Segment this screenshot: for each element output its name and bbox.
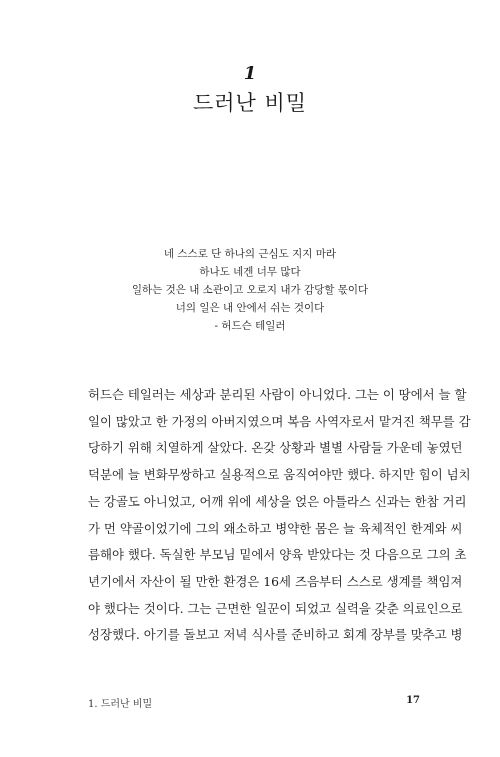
epigraph-line: 네 스스로 단 하나의 근심도 지지 마라 <box>163 248 337 260</box>
body-line: 성장했다. 아기를 돌보고 저녁 식사를 준비하고 회계 장부를 맞추고 병 <box>88 627 463 643</box>
running-title: 1. 드러난 비밀 <box>88 699 153 710</box>
body-text <box>88 382 471 649</box>
epigraph <box>0 245 500 335</box>
epigraph-line: 너의 일은 내 안에서 쉬는 것이다 <box>175 302 325 314</box>
body-line: 허드슨 테일러는 세상과 분리된 사람이 아니었다. 그는 이 땅에서 늘 할 <box>88 387 467 402</box>
epigraph-line: 일하는 것은 내 소관이고 오로지 내가 감당할 몫이다 <box>131 284 369 296</box>
body-line: 가 먼 약골이었기에 그의 왜소하고 병약한 몸은 늘 육체적인 한계와 씨 <box>88 520 463 536</box>
epigraph-line: 하나도 네겐 너무 많다 <box>199 266 301 278</box>
page-number: 17 <box>406 695 420 706</box>
chapter-title: 드러난 비밀 <box>192 91 308 115</box>
body-line: 당하기 위해 치열하게 살았다. 온갖 상황과 별별 사람들 가운데 놓였던 <box>88 440 463 456</box>
body-line: 야 했다는 것이다. 그는 근면한 일꾼이 되었고 실력을 갖춘 의료인으로 <box>88 600 463 616</box>
body-line: 일이 많았고 한 가정의 아버지였으며 복음 사역자로서 맡겨진 책무를 감 <box>88 413 471 429</box>
body-line: 름해야 했다. 독실한 부모님 밑에서 양육 받았다는 것 다음으로 그의 초 <box>88 547 467 563</box>
body-line: 는 강골도 아니었고, 어깨 위에 세상을 얹은 아틀라스 신과는 한참 거리 <box>88 493 467 509</box>
body-line: 년기에서 자산이 될 만한 환경은 16세 즈음부터 스스로 생계를 책임져 <box>88 573 463 589</box>
chapter-number: 1 <box>243 63 257 84</box>
epigraph-attribution: - 허드슨 테일러 <box>214 320 286 332</box>
body-line: 덕분에 늘 변화무쌍하고 실용적으로 움직여야만 했다. 하지만 힘이 넘치 <box>88 467 471 483</box>
